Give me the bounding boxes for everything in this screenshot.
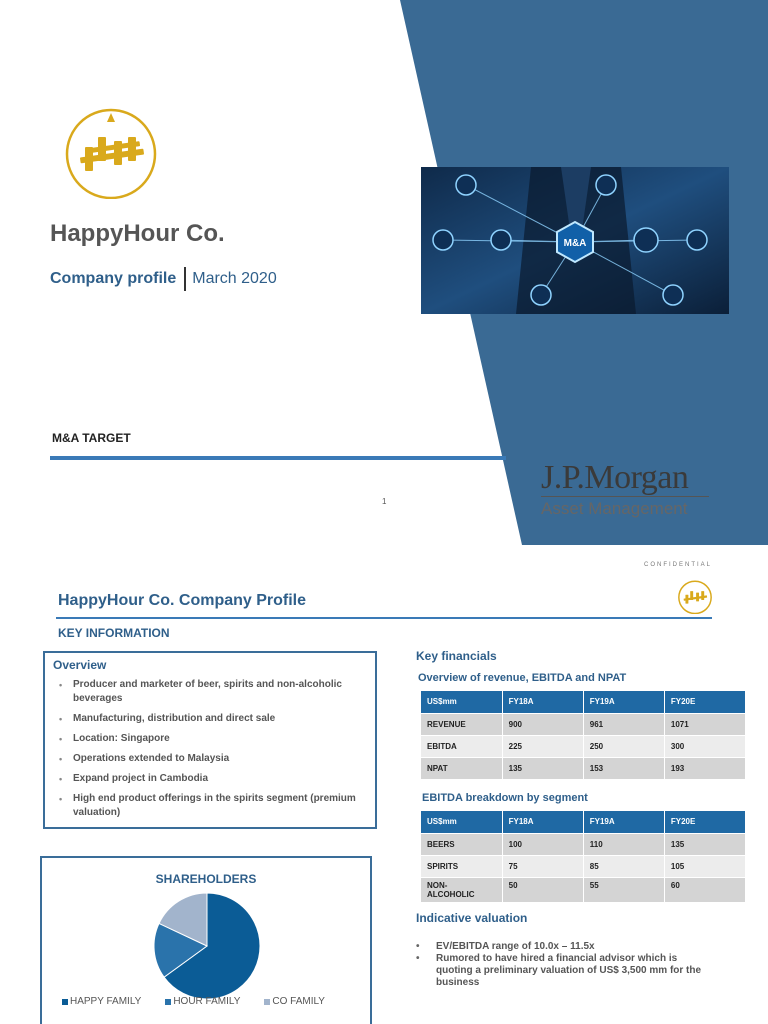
ebitda-segment-table <box>421 811 746 902</box>
list-item: • Location: Singapore <box>59 733 170 744</box>
subtitle-row <box>50 266 277 292</box>
table-cell: BEERS <box>421 833 502 855</box>
jpmorgan-logo-rule <box>541 496 709 497</box>
table-cell: 225 <box>502 735 583 757</box>
table-row <box>421 735 746 757</box>
table-cell: NON- ALCOHOLIC <box>421 877 502 902</box>
table-cell: 50 <box>502 877 583 902</box>
table-cell: 55 <box>583 877 664 902</box>
table-cell: 153 <box>583 757 664 779</box>
shareholders-title: SHAREHOLDERS <box>155 872 257 886</box>
list-item: • Rumored to have hired a financial advisor which is quoting a preliminary valuation of US$ 3,500 mm for the business <box>416 953 702 988</box>
subtitle-divider <box>184 267 186 291</box>
table-row <box>421 713 746 735</box>
confidential-label: CONFIDENTIAL <box>643 562 712 568</box>
table-cell: 75 <box>502 855 583 877</box>
table-header: US$mm <box>421 811 502 833</box>
legend-item-happy-family: HAPPY FAMILY <box>62 996 141 1007</box>
legend-item-co-family: CO FAMILY <box>264 996 325 1007</box>
list-item: • EV/EBITDA range of 10.0x – 11.5x <box>416 941 595 952</box>
company-profile-slide <box>0 545 768 1024</box>
table-header: FY20E <box>664 691 745 713</box>
jpmorgan-asset-management: Asset Management <box>541 499 688 518</box>
subtitle-date: March 2020 <box>192 270 277 287</box>
table-row <box>421 855 746 877</box>
table-row <box>421 757 746 779</box>
happyhour-small-logo-icon <box>677 580 713 614</box>
indicative-valuation-title: Indicative valuation <box>416 911 528 925</box>
table-cell: 135 <box>664 833 745 855</box>
table-cell: 60 <box>664 877 745 902</box>
table-header: FY20E <box>664 811 745 833</box>
list-item: • Producer and marketer of beer, spirits and non-alcoholic beverages <box>59 679 342 704</box>
table1-title: Overview of revenue, EBITDA and NPAT <box>418 672 627 684</box>
title-divider <box>50 456 506 460</box>
table-cell: 250 <box>583 735 664 757</box>
table-header: US$mm <box>421 691 502 713</box>
header-divider <box>56 617 712 619</box>
company-title: HappyHour Co. <box>50 220 225 247</box>
table-header-row <box>421 811 746 833</box>
ma-target-label: M&A TARGET <box>52 431 131 445</box>
page-title: HappyHour Co. Company Profile <box>58 592 307 609</box>
table-row <box>421 877 746 902</box>
table-cell: 961 <box>583 713 664 735</box>
table-cell: 110 <box>583 833 664 855</box>
table-header: FY19A <box>583 811 664 833</box>
table-cell: EBITDA <box>421 735 502 757</box>
happyhour-logo-icon <box>62 107 160 199</box>
table-header-row <box>421 691 746 713</box>
table-header: FY18A <box>502 811 583 833</box>
table-cell: 100 <box>502 833 583 855</box>
key-financials-title: Key financials <box>416 649 497 663</box>
list-item: • Manufacturing, distribution and direct sale <box>59 713 276 724</box>
shareholders-panel <box>40 856 372 1024</box>
table-cell: 900 <box>502 713 583 735</box>
table-cell: 193 <box>664 757 745 779</box>
table-cell: 300 <box>664 735 745 757</box>
subtitle-company-profile: Company profile <box>50 270 177 287</box>
hero-ma-label: M&A <box>563 238 587 249</box>
table-cell: 105 <box>664 855 745 877</box>
list-item: • Operations extended to Malaysia <box>59 753 230 764</box>
table-row <box>421 833 746 855</box>
table-cell: 1071 <box>664 713 745 735</box>
table-cell: NPAT <box>421 757 502 779</box>
table-cell: REVENUE <box>421 713 502 735</box>
table2-title: EBITDA breakdown by segment <box>422 792 588 804</box>
list-item: • High end product offerings in the spirits segment (premium valuation) <box>59 793 356 818</box>
chart-legend <box>62 996 349 1007</box>
table-header: FY18A <box>502 691 583 713</box>
table-cell: 85 <box>583 855 664 877</box>
jpmorgan-logo-text: J.P.Morgan <box>541 459 689 496</box>
valuation-bullets <box>416 941 716 989</box>
overview-bullets <box>53 678 367 820</box>
ma-hero-image <box>421 167 729 314</box>
overview-panel <box>43 651 377 829</box>
overview-title: Overview <box>53 658 107 672</box>
legend-item-hour-family: HOUR FAMILY <box>165 996 240 1007</box>
table-header: FY19A <box>583 691 664 713</box>
page-number: 1 <box>382 497 387 506</box>
section-key-information: KEY INFORMATION <box>58 626 170 640</box>
table-cell: 135 <box>502 757 583 779</box>
financials-table <box>421 691 746 779</box>
list-item: • Expand project in Cambodia <box>59 773 209 784</box>
shareholders-pie-chart <box>152 891 262 1001</box>
table-cell: SPIRITS <box>421 855 502 877</box>
